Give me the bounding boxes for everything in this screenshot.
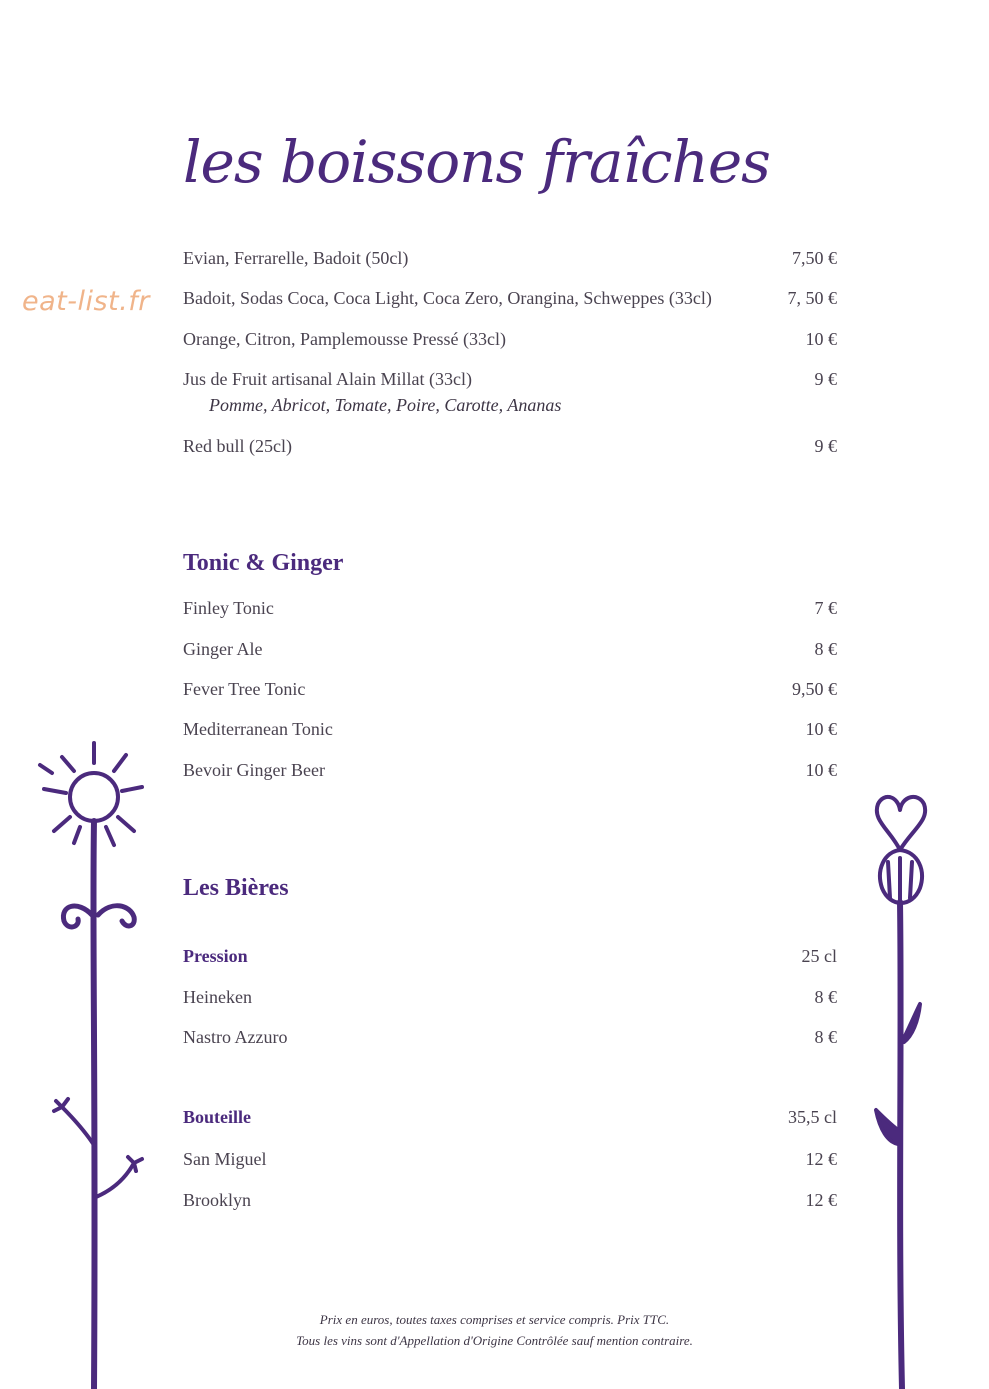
- item-name: Badoit, Sodas Coca, Coca Light, Coca Zero, Orangina, Schweppes (33cl): [183, 288, 712, 308]
- item-price: 9,50 €: [792, 679, 837, 699]
- pression-unit: 25 cl: [801, 946, 837, 966]
- item-name: Fever Tree Tonic: [183, 679, 306, 699]
- watermark-text: eat-list.fr: [22, 286, 150, 317]
- menu-title: les boissons fraîches: [183, 128, 770, 196]
- item-price: 10 €: [805, 719, 837, 739]
- bouteille-header: [183, 1107, 837, 1128]
- menu-item: [183, 759, 837, 781]
- section-title-tonic: Tonic & Ginger: [183, 550, 344, 576]
- menu-item: [183, 638, 837, 660]
- footer-line-1: Prix en euros, toutes taxes comprises et service compris. Prix TTC.: [319, 1312, 670, 1327]
- item-name: Heineken: [183, 987, 252, 1007]
- menu-item: [183, 435, 837, 457]
- pression-label: Pression: [183, 946, 248, 966]
- menu-item: [183, 1148, 837, 1170]
- item-name: Nastro Azzuro: [183, 1027, 288, 1047]
- item-price: 9 €: [814, 436, 837, 456]
- item-price: 7,50 €: [792, 248, 837, 268]
- item-price: 12 €: [805, 1190, 837, 1210]
- item-name: Red bull (25cl): [183, 436, 292, 456]
- menu-item: [183, 247, 837, 269]
- item-price: 7 €: [814, 598, 837, 618]
- menu-item: [183, 1026, 837, 1048]
- item-name: Jus de Fruit artisanal Alain Millat (33cl): [183, 369, 472, 389]
- menu-item: [183, 287, 837, 309]
- item-name: Brooklyn: [183, 1190, 252, 1210]
- item-name: Mediterranean Tonic: [183, 719, 333, 739]
- menu-item: [183, 678, 837, 700]
- item-price: 8 €: [814, 639, 837, 659]
- item-name: Evian, Ferrarelle, Badoit (50cl): [183, 248, 409, 268]
- bouteille-label: Bouteille: [183, 1107, 251, 1127]
- menu-item: [183, 986, 837, 1008]
- item-price: 12 €: [805, 1149, 837, 1169]
- section-title-beers: Les Bières: [183, 875, 289, 901]
- item-name: Bevoir Ginger Beer: [183, 760, 325, 780]
- footer-line-2: Tous les vins sont d'Appellation d'Origine Contrôlée sauf mention contraire.: [296, 1333, 693, 1348]
- item-price: 10 €: [805, 760, 837, 780]
- sunflower-illustration-icon: [30, 735, 160, 1389]
- item-name: Ginger Ale: [183, 639, 263, 659]
- item-price: 7, 50 €: [787, 288, 837, 308]
- item-price: 10 €: [805, 329, 837, 349]
- item-price: 9 €: [814, 369, 837, 389]
- item-name: Finley Tonic: [183, 598, 274, 618]
- juice-flavors: Pomme, Abricot, Tomate, Poire, Carotte, Ananas: [209, 395, 562, 415]
- pression-header: [183, 946, 837, 967]
- item-name: San Miguel: [183, 1149, 267, 1169]
- item-price: 8 €: [814, 987, 837, 1007]
- menu-item: [183, 328, 837, 350]
- item-name: Orange, Citron, Pamplemousse Pressé (33cl): [183, 329, 506, 349]
- menu-item: [183, 597, 837, 619]
- item-price: 8 €: [814, 1027, 837, 1047]
- tulip-illustration-icon: [860, 790, 950, 1389]
- menu-item: [183, 368, 837, 390]
- bouteille-unit: 35,5 cl: [788, 1107, 837, 1127]
- menu-item: [183, 718, 837, 740]
- menu-item: [183, 1189, 837, 1211]
